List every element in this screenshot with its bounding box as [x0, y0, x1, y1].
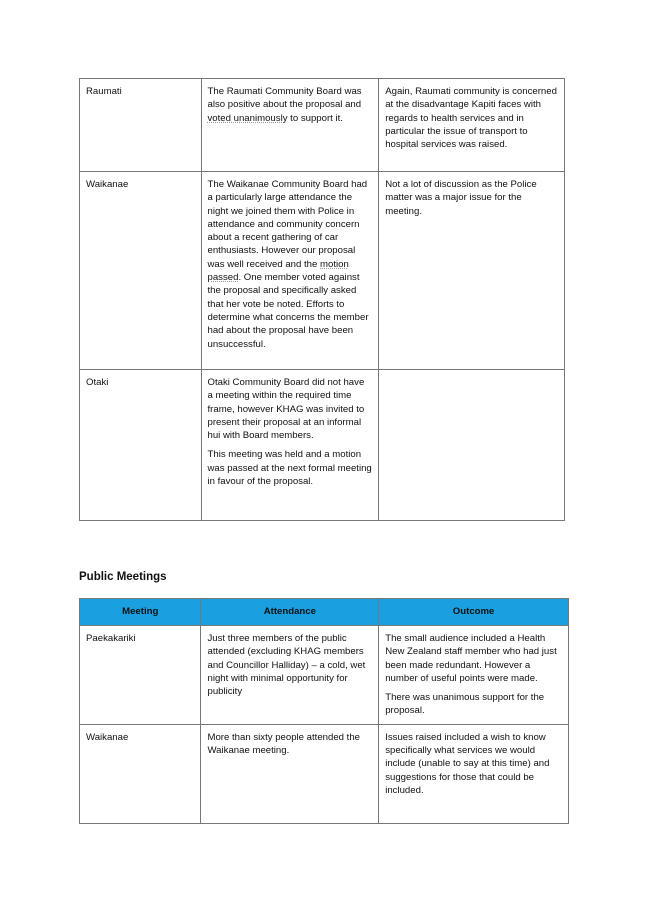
column-header-outcome: Outcome	[379, 599, 569, 626]
section-heading: Public Meetings	[79, 571, 167, 583]
response-text: . One member voted against the proposal and specifically asked that her vote be noted. Efforts to determine what concerns the member had about the proposal have been unsuccessful.	[207, 272, 369, 350]
attendance-cell: More than sixty people attended the Waikanae meeting.	[201, 724, 379, 823]
board-response-cell	[201, 79, 379, 172]
outcome-cell	[379, 626, 569, 725]
board-comments-cell: Not a lot of discussion as the Police matter was a major issue for the meeting.	[379, 172, 565, 370]
board-name-cell: Raumati	[80, 79, 202, 172]
response-highlight: voted unanimously	[207, 112, 288, 124]
meeting-cell: Paekakariki	[80, 626, 201, 725]
column-header-meeting: Meeting	[80, 599, 201, 626]
response-paragraph: This meeting was held and a motion was passed at the next formal meeting in favour of the proposal.	[207, 449, 372, 488]
table-row	[80, 79, 565, 172]
table-row	[80, 370, 565, 521]
board-response-cell	[201, 172, 379, 370]
response-text: The Waikanae Community Board had a particularly large attendance the night we joined them with Police in attendance and community concern about a recent gathering of car enthusiasts. However our proposal was well received and the	[207, 179, 368, 270]
board-comments-cell	[379, 370, 565, 521]
response-text: The Raumati Community Board was also positive about the proposal and	[207, 86, 362, 111]
response-text: to support it.	[287, 112, 343, 124]
community-board-table	[79, 78, 565, 521]
outcome-paragraph: The small audience included a Health New Zealand staff member who had just been made redundant. However a number of useful points were made.	[385, 633, 557, 684]
board-name-cell: Otaki	[80, 370, 202, 521]
table-row	[80, 626, 569, 725]
table-header-row	[80, 599, 569, 626]
response-paragraph: Otaki Community Board did not have a meeting within the required time frame, however KHAG was invited to present their proposal at an informal hui with Board members.	[207, 377, 365, 442]
public-meetings-table	[79, 598, 569, 824]
table-row	[80, 724, 569, 823]
column-header-attendance: Attendance	[201, 599, 379, 626]
attendance-cell: Just three members of the public attended (excluding KHAG members and Councillor Halliday) – a cold, wet night with minimal opportunity for publicity	[201, 626, 379, 725]
outcome-paragraph: There was unanimous support for the proposal.	[385, 692, 545, 717]
board-response-cell	[201, 370, 379, 521]
meeting-cell: Waikanae	[80, 724, 201, 823]
outcome-cell	[379, 724, 569, 823]
response-highlight: motion passed	[207, 258, 349, 284]
board-name-cell: Waikanae	[80, 172, 202, 370]
outcome-paragraph: Issues raised included a wish to know specifically what services we would include (unable to say at this time) and suggestions for those that could be included.	[385, 731, 550, 796]
board-comments-cell: Again, Raumati community is concerned at the disadvantage Kapiti faces with regards to health services and in particular the issue of transport to hospital services was raised.	[379, 79, 565, 172]
table-row	[80, 172, 565, 370]
